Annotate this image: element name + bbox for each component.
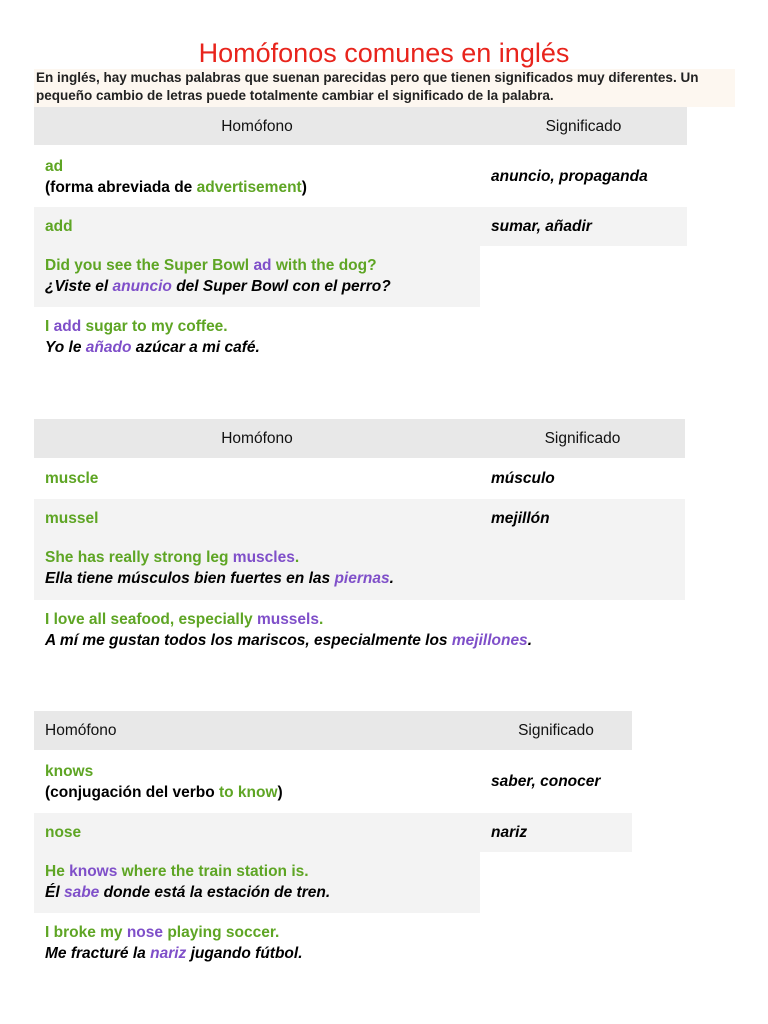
word: ad bbox=[45, 158, 64, 175]
example-sentence: I broke my nose playing soccer. Me fracturé la nariz jugando fútbol. bbox=[45, 924, 303, 962]
page-title: Homófonos comunes en inglés bbox=[198, 38, 570, 68]
meaning-cell: sumar, añadir bbox=[480, 207, 687, 246]
example-sentence: Did you see the Super Bowl ad with the dog? ¿Viste el anuncio del Super Bowl con el perro? bbox=[34, 246, 480, 307]
header-homofono: Homófono bbox=[34, 419, 480, 458]
header-significado: Significado bbox=[480, 419, 685, 458]
word-note: (forma abreviada de advertisement) bbox=[45, 179, 307, 196]
meaning-cell: saber, conocer bbox=[491, 773, 601, 790]
word-cell bbox=[34, 207, 480, 246]
example-sentence: She has really strong leg muscles. Ella tiene músculos bien fuertes en las piernas. bbox=[34, 538, 685, 600]
meaning-cell: mejillón bbox=[480, 499, 685, 538]
meaning-cell: nariz bbox=[480, 813, 632, 852]
header-homofono: Homófono bbox=[34, 711, 480, 750]
word-cell bbox=[34, 813, 480, 852]
example-sentence: I love all seafood, especially mussels. A mí me gustan todos los mariscos, especialmente los mejillones. bbox=[45, 611, 532, 649]
word-cell bbox=[34, 752, 480, 811]
intro-paragraph: En inglés, hay muchas palabras que suenan parecidas pero que tienen significados muy diferentes. Un pequeño cambio de letras puede totalmente cambiar el significado de la palabra. bbox=[34, 69, 735, 107]
word: nose bbox=[45, 824, 82, 841]
word-cell bbox=[34, 147, 480, 205]
example-sentence: I add sugar to my coffee. Yo le añado azúcar a mi café. bbox=[45, 318, 260, 356]
word-note: (conjugación del verbo to know) bbox=[45, 784, 283, 801]
word: muscle bbox=[45, 470, 99, 487]
word: add bbox=[45, 218, 73, 235]
meaning-cell: anuncio, propaganda bbox=[491, 167, 648, 185]
example-sentence: He knows where the train station is. Él sabe donde está la estación de tren. bbox=[34, 852, 480, 913]
header-significado: Significado bbox=[480, 711, 632, 750]
header-homofono: Homófono bbox=[34, 107, 480, 145]
meaning-cell: músculo bbox=[491, 470, 555, 487]
word: knows bbox=[45, 763, 94, 780]
word: mussel bbox=[45, 510, 99, 527]
word-cell bbox=[34, 459, 480, 498]
header-significado: Significado bbox=[480, 107, 687, 145]
word-cell bbox=[34, 499, 480, 538]
